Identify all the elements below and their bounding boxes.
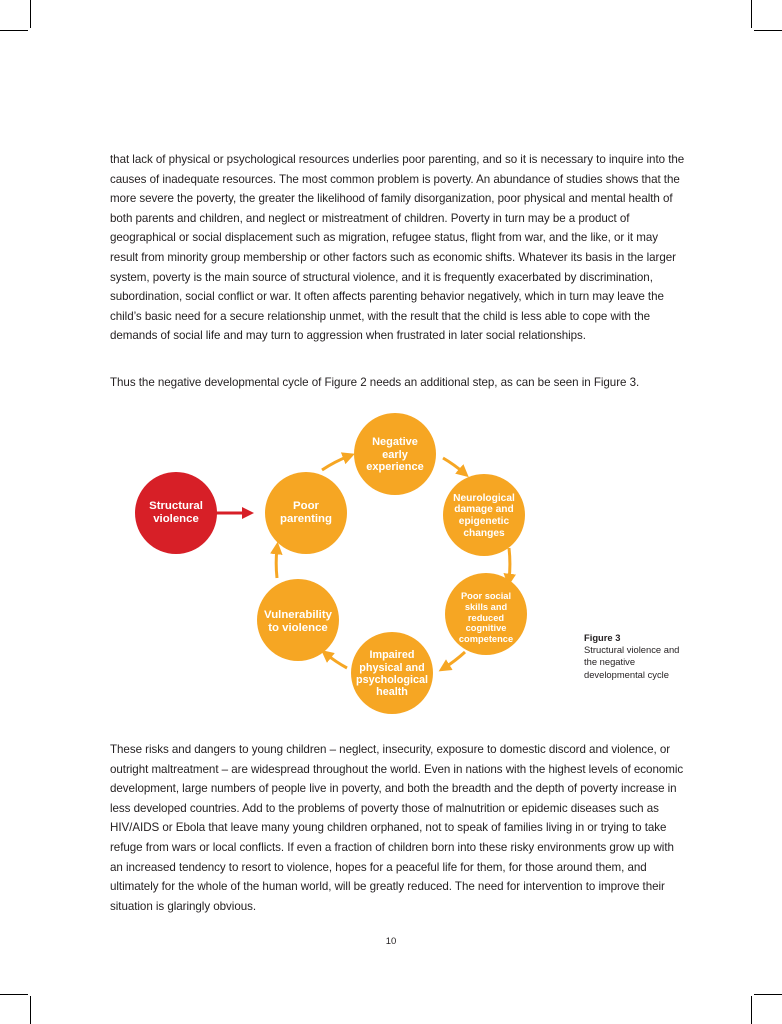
- cycle-arrow: [326, 654, 347, 668]
- cycle-arrow: [322, 456, 349, 470]
- page-number: 10: [385, 936, 397, 947]
- body-paragraph: These risks and dangers to young children – neglect, insecurity, exposure to domestic discord and violence, or outright maltreatment – are widespread throughout the world. Even in nations with the highest levels of economic development, large numbers of people live in poverty, and both the breadth and the depth of poverty increase in less developed countries. Add to the problems of poverty those of malnutrition or epidemic diseases such as HIV/AIDS or Ebola that leave many young children orphaned, not to speak of families living in or trying to take refuge from wars or local conflicts. If even a fraction of children born into these risky environments grow up with an increased tendency to resort to violence, hopes for a peaceful life for them, for those around them, and ultimately for the whole of the human world, will be greatly reduced. The need for intervention to improve their situation is glaringly obvious.: [110, 743, 684, 913]
- cycle-arrow: [509, 548, 510, 580]
- caption-text: Structural violence and the negative developmental cycle: [584, 644, 680, 680]
- node-impaired-health: Impaired physical and psychological health: [356, 649, 428, 699]
- caption-title: Figure 3: [584, 632, 621, 643]
- node-neurological-damage: Neurological damage and epigenetic changes: [453, 492, 515, 539]
- structural-violence-label: Structural violence: [149, 499, 203, 525]
- cycle-arrow: [444, 652, 465, 668]
- cycle-arrow: [276, 548, 277, 578]
- body-paragraph: Thus the negative developmental cycle of Figure 2 needs an additional step, as can be seen in Figure 3.: [110, 376, 640, 389]
- cycle-arrow: [443, 458, 464, 473]
- node-poor-parenting: Poor parenting: [280, 499, 332, 525]
- node-poor-social-skills: Poor social skills and reduced cognitive competence: [458, 591, 514, 645]
- node-negative-early-experience: Negative early experience: [366, 436, 424, 474]
- body-paragraph: that lack of physical or psychological resources underlies poor parenting, and so it is necessary to inquire into the causes of inadequate resources. The most common problem is poverty. An abundance of studies shows that the more severe the poverty, the greater the likelihood of family disorganization, poor physical and mental health of both parents and children, and neglect or mistreatment of children. Poverty in turn may be a product of geographical or social displacement such as migration, refugee status, flight from war, and the like, or it may result from minority group membership or other factors such as economic shifts. Whatever its basis in the larger system, poverty is the main source of structural violence, and it is frequently exacerbated by discrimination, subordination, social conflict or war. It often affects parenting behavior negatively, which in turn may leave the child’s basic need for a secure relationship unmet, with the result that the child is less able to cope with the demands of social life and may turn to aggression when frustrated in later social relationships.: [110, 153, 685, 343]
- node-vulnerability-to-violence: Vulnerability to violence: [264, 608, 332, 634]
- figure-caption: [584, 632, 694, 681]
